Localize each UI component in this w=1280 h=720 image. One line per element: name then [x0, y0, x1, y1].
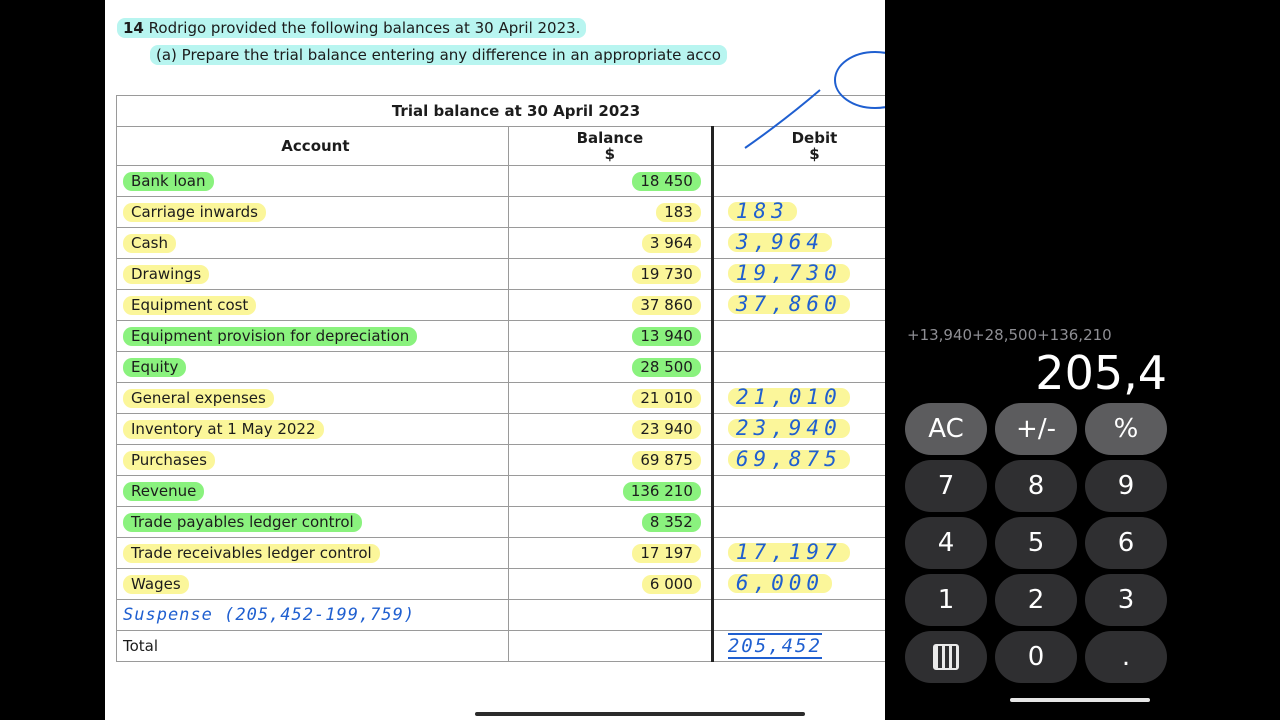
scroll-indicator: [475, 712, 805, 716]
column-account: Account: [117, 127, 509, 166]
calculator-app: [885, 0, 1175, 706]
account-name: Inventory at 1 May 2022: [123, 420, 324, 439]
balance-value: 17 197: [632, 544, 701, 563]
table-row: [117, 445, 886, 476]
debit-value: 6,000: [728, 574, 832, 593]
question-heading: [117, 19, 586, 37]
account-name: Carriage inwards: [123, 203, 266, 222]
column-debit: Debit $: [712, 127, 885, 166]
account-name: Revenue: [123, 482, 204, 501]
digit-2-button[interactable]: 2: [995, 574, 1077, 626]
balance-value: 23 940: [632, 420, 701, 439]
balance-value: 18 450: [632, 172, 701, 191]
table-row: [117, 538, 886, 569]
account-name: Wages: [123, 575, 189, 594]
balance-value: 6 000: [642, 575, 701, 594]
calculator-mode-button[interactable]: [905, 631, 987, 683]
question-number: 14: [123, 19, 144, 37]
balance-value: 19 730: [632, 265, 701, 284]
table-row: [117, 290, 886, 321]
total-debit: 205,452: [727, 635, 822, 657]
digit-3-button[interactable]: 3: [1085, 574, 1167, 626]
table-row: [117, 259, 886, 290]
table-row: [117, 321, 886, 352]
table-row: [117, 383, 886, 414]
balance-value: 13 940: [632, 327, 701, 346]
debit-value: 21,010: [728, 388, 850, 407]
calculator-icon: [933, 644, 959, 670]
digit-4-button[interactable]: 4: [905, 517, 987, 569]
account-name: Purchases: [123, 451, 215, 470]
account-name: Equity: [123, 358, 186, 377]
debit-value: 183: [728, 202, 797, 221]
table-row: [117, 228, 886, 259]
table-row: [117, 414, 886, 445]
account-name: Equipment cost: [123, 296, 256, 315]
balance-value: 183: [656, 203, 701, 222]
calculator-display: 205,4: [1035, 346, 1167, 400]
suspense-row: [117, 600, 886, 631]
account-name: General expenses: [123, 389, 274, 408]
table-title: Trial balance at 30 April 2023: [117, 96, 886, 127]
total-row: [117, 631, 886, 662]
table-row: [117, 507, 886, 538]
percent-button[interactable]: %: [1085, 403, 1167, 455]
table-row: [117, 166, 886, 197]
debit-value: 3,964: [728, 233, 832, 252]
account-name: Bank loan: [123, 172, 214, 191]
account-name: Equipment provision for depreciation: [123, 327, 417, 346]
question-text: Rodrigo provided the following balances at 30 April 2023.: [148, 19, 581, 37]
balance-value: 69 875: [632, 451, 701, 470]
trial-balance-table: [116, 95, 885, 662]
column-balance: Balance $: [508, 127, 712, 166]
digit-0-button[interactable]: 0: [995, 631, 1077, 683]
worksheet-page: [105, 0, 885, 720]
digit-8-button[interactable]: 8: [995, 460, 1077, 512]
ac-button[interactable]: AC: [905, 403, 987, 455]
digit-1-button[interactable]: 1: [905, 574, 987, 626]
handwritten-annotation: [725, 40, 885, 160]
balance-value: 3 964: [642, 234, 701, 253]
debit-value: 69,875: [728, 450, 850, 469]
home-indicator: [1010, 698, 1150, 702]
plus-minus-button[interactable]: +/-: [995, 403, 1077, 455]
table-row: [117, 476, 886, 507]
calculator-expression: +13,940+28,500+136,210: [907, 326, 1112, 344]
table-row: [117, 569, 886, 600]
table-row: [117, 352, 886, 383]
balance-value: 37 860: [632, 296, 701, 315]
account-name: Trade receivables ledger control: [123, 544, 380, 563]
debit-value: 37,860: [728, 295, 850, 314]
balance-value: 136 210: [623, 482, 701, 501]
account-name: Cash: [123, 234, 176, 253]
suspense-label: Suspense (205,452-199,759): [123, 605, 416, 625]
debit-value: 23,940: [728, 419, 850, 438]
balance-value: 21 010: [632, 389, 701, 408]
decimal-button[interactable]: .: [1085, 631, 1167, 683]
debit-value: 17,197: [728, 543, 850, 562]
digit-5-button[interactable]: 5: [995, 517, 1077, 569]
digit-6-button[interactable]: 6: [1085, 517, 1167, 569]
table-row: [117, 197, 886, 228]
digit-7-button[interactable]: 7: [905, 460, 987, 512]
total-label: Total: [117, 631, 509, 662]
balance-value: 8 352: [642, 513, 701, 532]
debit-value: 19,730: [728, 264, 850, 283]
account-name: Drawings: [123, 265, 209, 284]
account-name: Trade payables ledger control: [123, 513, 362, 532]
balance-value: 28 500: [632, 358, 701, 377]
question-part-a: (a) Prepare the trial balance entering any difference in an appropriate acco: [150, 46, 727, 64]
digit-9-button[interactable]: 9: [1085, 460, 1167, 512]
